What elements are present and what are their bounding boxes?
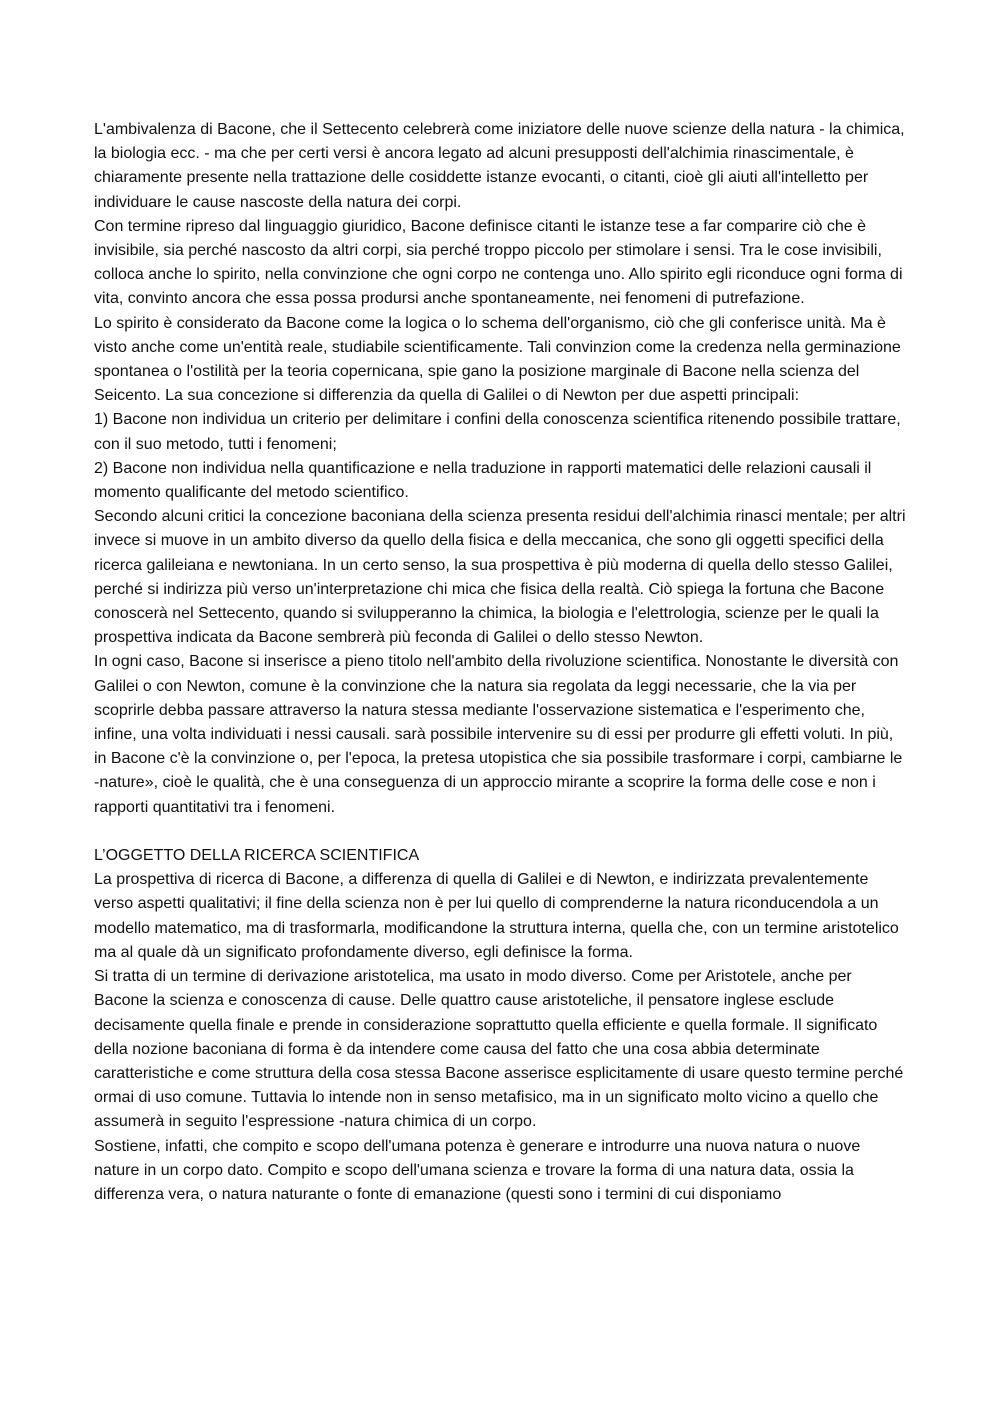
paragraph-prospettiva: La prospettiva di ricerca di Bacone, a differenza di quella di Galilei e di Newton, e indirizzata prevalentemente verso aspetti qualitativi; il fine della scienza non è per lui quello di comprenderne la natura riconducendola a un modello matematico, ma di trasformarla, modificandone la struttura interna, quella che, con un termine aristotelico ma al quale dà un significato profondamente diverso, egli definisce la forma.	[94, 871, 899, 961]
paragraph-rivoluzione: In ogni caso, Bacone si inserisce a pieno titolo nell'ambito della rivoluzione scientifica. Nonostante le diversità con Galilei o con Newton, comune è la convinzione che la natura sia regolata da leggi necessarie, che la via per scoprirle debba passare attraverso la natura stessa mediante l'osservazione sistematica e l'esperimento che, infine, una volta individuati i nessi causali. sarà possibile intervenire su di essi per produrre gli effetti voluti. In più, in Bacone c'è la convinzione o, per l'epoca, la pretesa utopistica che sia possibile trasformare i corpi, cambiarne le -nature», cioè le qualità, che è una conseguenza di un approccio mirante a scoprire la forma delle cose e non i rapporti quantitativi tra i fenomeni.	[94, 653, 903, 816]
section-heading: L’OGGETTO DELLA RICERCA SCIENTIFICA	[94, 847, 420, 865]
paragraph-spirito: Lo spirito è considerato da Bacone come la logica o lo schema dell'organismo, ciò che gli conferisce unità. Ma è visto anche come un'entità reale, studiabile scientificamente. Tali convinzion come la credenza nella germinazione spontanea o l'ostilità per la teoria copernicana, spie gano la posizione marginale di Bacone nella scienza del Seicento. La sua concezione si differenzia da quella di Galilei o di Newton per due aspetti principali:	[94, 314, 901, 405]
paragraph-sostiene: Sostiene, infatti, che compito e scopo dell'umana potenza è generare e introdurre una nuova natura o nuove nature in un corpo dato. Compito e scopo dell'umana scienza e trovare la forma di una natura data, ossia la differenza vera, o natura naturante o fonte di emanazione (questi sono i termini di cui disponiamo	[94, 1137, 861, 1203]
paragraph-ambivalenza: L'ambivalenza di Bacone, che il Settecento celebrerà come iniziatore delle nuove scienze della natura - la chimica, la biologia ecc. - ma che per certi versi è ancora legato ad alcuni presupposti dell'alchimia rinascimentale, è chiaramente presente nella trattazione delle cosiddette istanze evocanti, o citanti, cioè gli aiuti all'intelletto per individuare le cause nascoste della natura dei corpi.	[94, 121, 905, 211]
blank-line	[94, 820, 908, 844]
paragraph-citanti: Con termine ripreso dal linguaggio giuridico, Bacone definisce citanti le istanze tese a far comparire ciò che è invisibile, sia perché nascosto da altri corpi, sia perché troppo piccolo per stimolare i sensi. Tra le cose invisibili, colloca anche lo spirito, nella convinzione che ogni corpo ne contenga uno. Allo spirito egli riconduce ogni forma di vita, convinto ancora che essa possa prodursi anche spontaneamente, nei fenomeni di putrefazione.	[94, 217, 903, 308]
list-item-2: 2) Bacone non individua nella quantificazione e nella traduzione in rapporti matematici delle relazioni causali il momento qualificante del metodo scientifico.	[94, 459, 872, 502]
list-item-1: 1) Bacone non individua un criterio per delimitare i confini della conoscenza scientifica ritenendo possibile trattare, con il suo metodo, tutti i fenomeni;	[94, 411, 901, 453]
paragraph-termine: Si tratta di un termine di derivazione aristotelica, ma usato in modo diverso. Come per Aristotele, anche per Bacone la scienza e conoscenza di cause. Delle quattro cause aristoteliche, il pensatore inglese esclude decisamente quella finale e prende in considerazione soprattutto quella efficiente e quella formale. Il significato della nozione baconiana di forma è da intendere come causa del fatto che una cosa abbia determinate caratteristiche e come struttura della cosa stessa Bacone asserisce esplicitamente di usare questo termine perché ormai di uso comune. Tuttavia lo intende non in senso metafisico, ma in un significato molto vicino a quello che assumerà in seguito l'espressione -natura chimica di un corpo.	[94, 968, 904, 1131]
paragraph-critici: Secondo alcuni critici la concezione baconiana della scienza presenta residui dell'alchimia rinasci mentale; per altri invece si muove in un ambito diverso da quello della fisica e della meccanica, che sono gli oggetti specifici della ricerca galileiana e newtoniana. In un certo senso, la sua prospettiva è più moderna di quella dello stesso Galilei, perché si indirizza più verso un'interpretazione chi mica che fisica della realtà. Ciò spiega la fortuna che Bacone conoscerà nel Settecento, quando si svilupperanno la chimica, la biologia e l'elettrologia, scienze per le quali la prospettiva indicata da Bacone sembrerà più feconda di Galilei o dello stesso Newton.	[94, 508, 906, 647]
